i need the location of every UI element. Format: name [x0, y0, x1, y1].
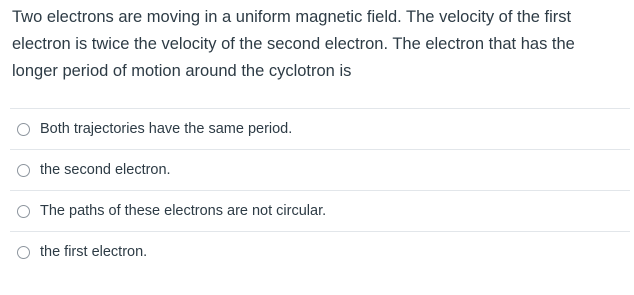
answer-label[interactable]: Both trajectories have the same period.	[40, 121, 293, 137]
answer-option[interactable]	[10, 190, 630, 231]
radio-button[interactable]	[17, 246, 30, 259]
question-text: Two electrons are moving in a uniform magnetic field. The velocity of the first electron is twice the velocity of the second electron. The electron that has the longer period of motion around the cyclotron is	[12, 8, 575, 80]
radio-button[interactable]	[17, 164, 30, 177]
radio-button[interactable]	[17, 205, 30, 218]
answer-option[interactable]	[10, 231, 630, 272]
answer-label[interactable]: The paths of these electrons are not circular.	[40, 203, 327, 219]
answer-label[interactable]: the second electron.	[40, 162, 171, 178]
answer-label[interactable]: the first electron.	[40, 244, 148, 260]
answer-option[interactable]	[10, 108, 630, 149]
radio-button[interactable]	[17, 123, 30, 136]
answer-list	[10, 108, 630, 272]
answer-option[interactable]	[10, 149, 630, 190]
